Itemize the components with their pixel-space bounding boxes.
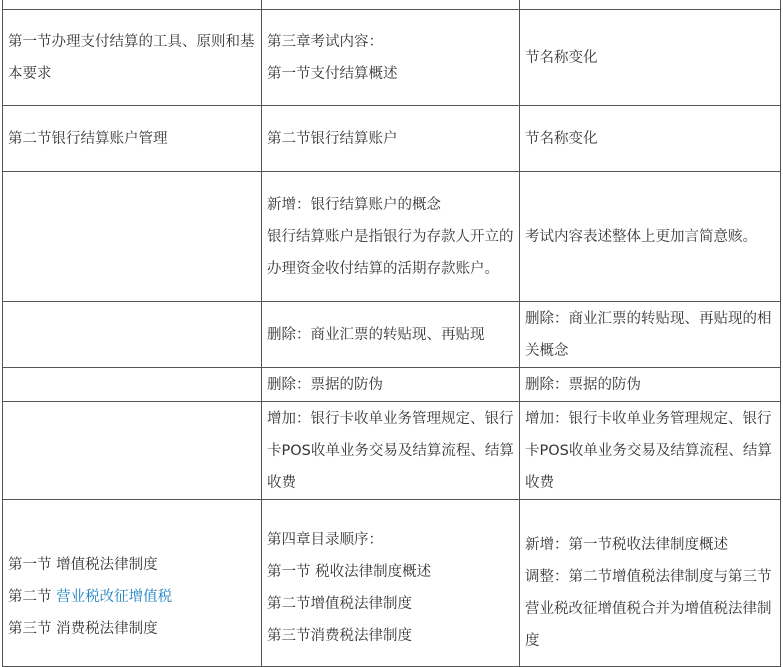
table-cell [261, 0, 519, 10]
cell-text [8, 581, 257, 613]
cell-text: 第一节 增值税法律制度 [8, 557, 158, 573]
cell-text: 删除：票据的防伪 [266, 376, 383, 393]
table-row [3, 10, 781, 106]
cell-text: 调整：第二节增值税法律制度与第三节营业税改征增值税合并为增值税法律制度 [524, 569, 772, 649]
table-cell [261, 368, 519, 402]
table-cell [261, 172, 519, 302]
cell-text: 第四章目录顺序： [266, 532, 383, 548]
cell-text: 第二节银行结算账户 [266, 130, 398, 147]
cell-text: 第一节办理支付结算的工具、原则和基本要求 [8, 33, 255, 82]
table-cell [261, 106, 519, 172]
cell-text: 增加：银行卡收单业务管理规定、银行卡POS收单业务交易及结算流程、结算收费 [524, 410, 772, 491]
table-row [3, 302, 781, 368]
table-cell [519, 402, 780, 500]
cell-text: 第二节增值税法律制度 [266, 596, 412, 612]
table-row [3, 106, 781, 172]
cell-text: 考试内容表述整体上更加言简意赅。 [524, 228, 757, 245]
cell-text: 新增：第一节税收法律制度概述 [524, 537, 728, 553]
table-row [3, 368, 781, 402]
table-cell [519, 302, 780, 368]
cell-text: 第二节银行结算账户管理 [8, 130, 168, 147]
table-cell [3, 10, 262, 106]
cell-text: 银行结算账户是指银行为存款人开立的办理资金收付结算的活期存款账户。 [266, 228, 514, 277]
table-cell [261, 500, 519, 667]
tax-reform-link[interactable]: 营业税改征增值税 [56, 589, 173, 605]
table-cell [3, 500, 262, 667]
cell-text: 第一节 税收法律制度概述 [266, 564, 432, 580]
table-cell [519, 368, 780, 402]
table-cell [3, 302, 262, 368]
cell-text: 新增：银行结算账户的概念 [266, 196, 441, 213]
comparison-table [2, 0, 781, 667]
table-cell [519, 0, 780, 10]
cell-text: 删除：商业汇票的转贴现、再贴现的相关概念 [524, 310, 772, 359]
cell-text: 第一节支付结算概述 [266, 65, 398, 82]
cell-text: 删除：商业汇票的转贴现、再贴现 [266, 326, 485, 343]
cell-text: 第三节消费税法律制度 [266, 628, 412, 644]
table-cell [3, 106, 262, 172]
table-cell [261, 402, 519, 500]
table-row [3, 500, 781, 667]
cell-text: 第三节 消费税法律制度 [8, 621, 158, 637]
table-cell [519, 172, 780, 302]
table-cell [3, 368, 262, 402]
cell-text: 第三章考试内容： [266, 33, 383, 50]
table-cell [519, 10, 780, 106]
cell-text: 节名称变化 [524, 130, 598, 147]
cell-text-prefix: 第二节 [8, 589, 57, 605]
cell-text: 删除：票据的防伪 [524, 376, 641, 393]
table-cell [519, 500, 780, 667]
cell-text: 节名称变化 [524, 49, 598, 66]
table-row [3, 402, 781, 500]
cell-text: 增加：银行卡收单业务管理规定、银行卡POS收单业务交易及结算流程、结算收费 [266, 410, 514, 491]
table-cell [261, 10, 519, 106]
table-cell [519, 106, 780, 172]
table-row [3, 0, 781, 10]
table-row [3, 172, 781, 302]
table-cell [261, 302, 519, 368]
table-cell [3, 402, 262, 500]
table-cell [3, 0, 262, 10]
table-cell [3, 172, 262, 302]
